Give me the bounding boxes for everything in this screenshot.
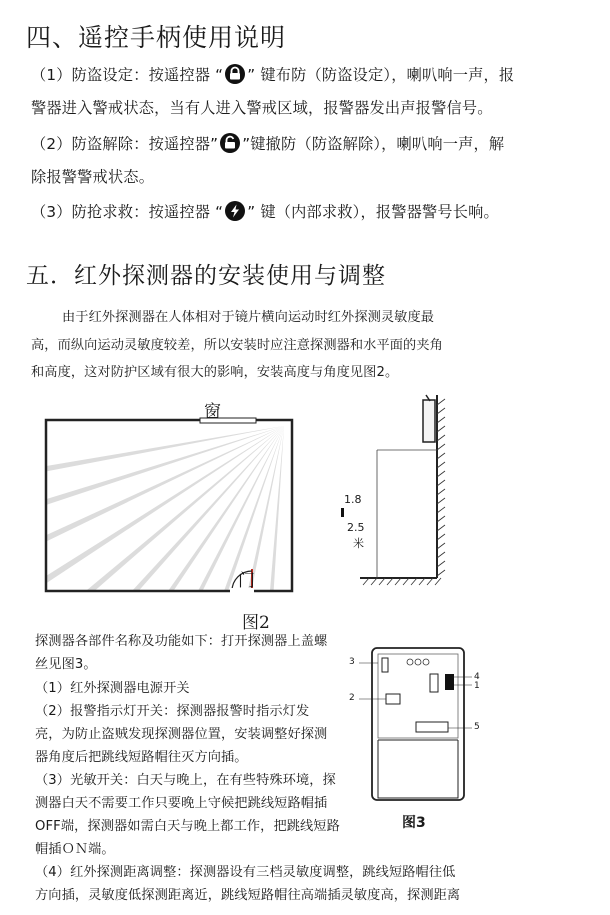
parts-line: 丝见图3。 [35,657,97,672]
callout-3: 3 [349,657,355,667]
intro-line-3: 和高度，这对防护区域有很大的影响，安装高度与角度见图2。 [31,365,399,380]
parts-line: （2）报警指示灯开关：探测器报警时指示灯发 [35,704,310,719]
parts-line: （1）红外探测器电源开关 [35,681,190,696]
lightning-icon [225,201,245,221]
callout-5: 5 [474,722,480,732]
intro-line-2: 高，而纵向运动灵敏度较差，所以安装时应注意探测器和水平面的夹角 [31,338,443,353]
parts-line: OFF端，探测器如需白天与晚上都工作，把跳线短路 [35,819,340,834]
instruction-1-line-2: 警器进入警戒状态，当有人进入警戒区域，报警器发出声报警信号。 [31,99,493,117]
instruction-1-text-a: （1）防盗设定：按遥控器 “ [31,66,224,84]
parts-line: 探测器各部件名称及功能如下：打开探测器上盖螺 [35,634,328,649]
room-plan-diagram [40,400,300,600]
parts-line: 方向插，灵敏度低探测距离近，跳线短路帽往高端插灵敏度高，探测距离 [35,888,461,903]
led-indicator-jumper [386,694,400,704]
light-sensor-jumper [382,658,388,672]
detector-side-view [423,400,435,442]
instruction-2-line-2: 除报警警戒状态。 [31,168,155,186]
range-jumper-block [416,722,448,732]
figure-3-caption: 图3 [402,815,426,831]
instruction-3-line-1 [31,201,499,222]
callout-4: 4 [474,672,480,682]
parts-line: 帽插ＯＮ端。 [35,842,115,857]
parts-line: （4）红外探测距离调整：探测器设有三档灵敏度调整，跳线短路帽往低 [35,865,456,880]
instruction-1-line-1 [31,64,514,85]
lock-closed-icon [225,64,245,84]
height-min: 1.8 [344,493,362,506]
instruction-1-text-b: ” 键布防（防盗设定），喇叭响一声，报 [247,66,515,84]
door-label: 门 [238,571,255,591]
instruction-2-text-a: （2）防盗解除：按遥控器” [31,135,219,153]
parts-line: 器角度后把跳线短路帽往灭方向插。 [35,750,248,765]
side-elevation-diagram [335,385,455,595]
intro-line-1: 由于红外探测器在人体相对于镜片横向运动时红外探测灵敏度最 [62,310,435,325]
led-switch-block [445,674,454,690]
instruction-3-text-b: ” 键（内部求救），报警器警号长响。 [247,203,499,221]
wall-hatch [437,399,445,576]
parts-line: 测器白天不需要工作只要晚上守候把跳线短路帽插 [35,796,328,811]
height-marker [341,508,344,517]
height-unit: 米 [353,537,364,550]
power-switch [430,674,438,692]
callout-1: 1 [474,681,480,691]
instruction-2-text-b: ”键撤防（防盗解除），喇叭响一声，解 [242,135,505,153]
window-label: 窗 [204,402,221,422]
callout-2: 2 [349,693,355,703]
instruction-2-line-1 [31,133,504,154]
height-max: 2.5 [347,521,365,534]
section-4-heading: 四、遥控手柄使用说明 [26,23,287,52]
floor-hatch [363,578,441,585]
section-5-heading: 五．红外探测器的安装使用与调整 [26,263,386,289]
instruction-3-text-a: （3）防抢求救：按遥控器 “ [31,203,224,221]
lock-open-icon [220,133,240,153]
figure-2-caption: 图2 [242,613,270,633]
parts-line: 亮，为防止盗贼发现探测器位置，安装调整好探测 [35,727,328,742]
detection-ray [255,426,284,600]
parts-line: （3）光敏开关：白天与晚上，在有些特殊环境，探 [35,773,336,788]
